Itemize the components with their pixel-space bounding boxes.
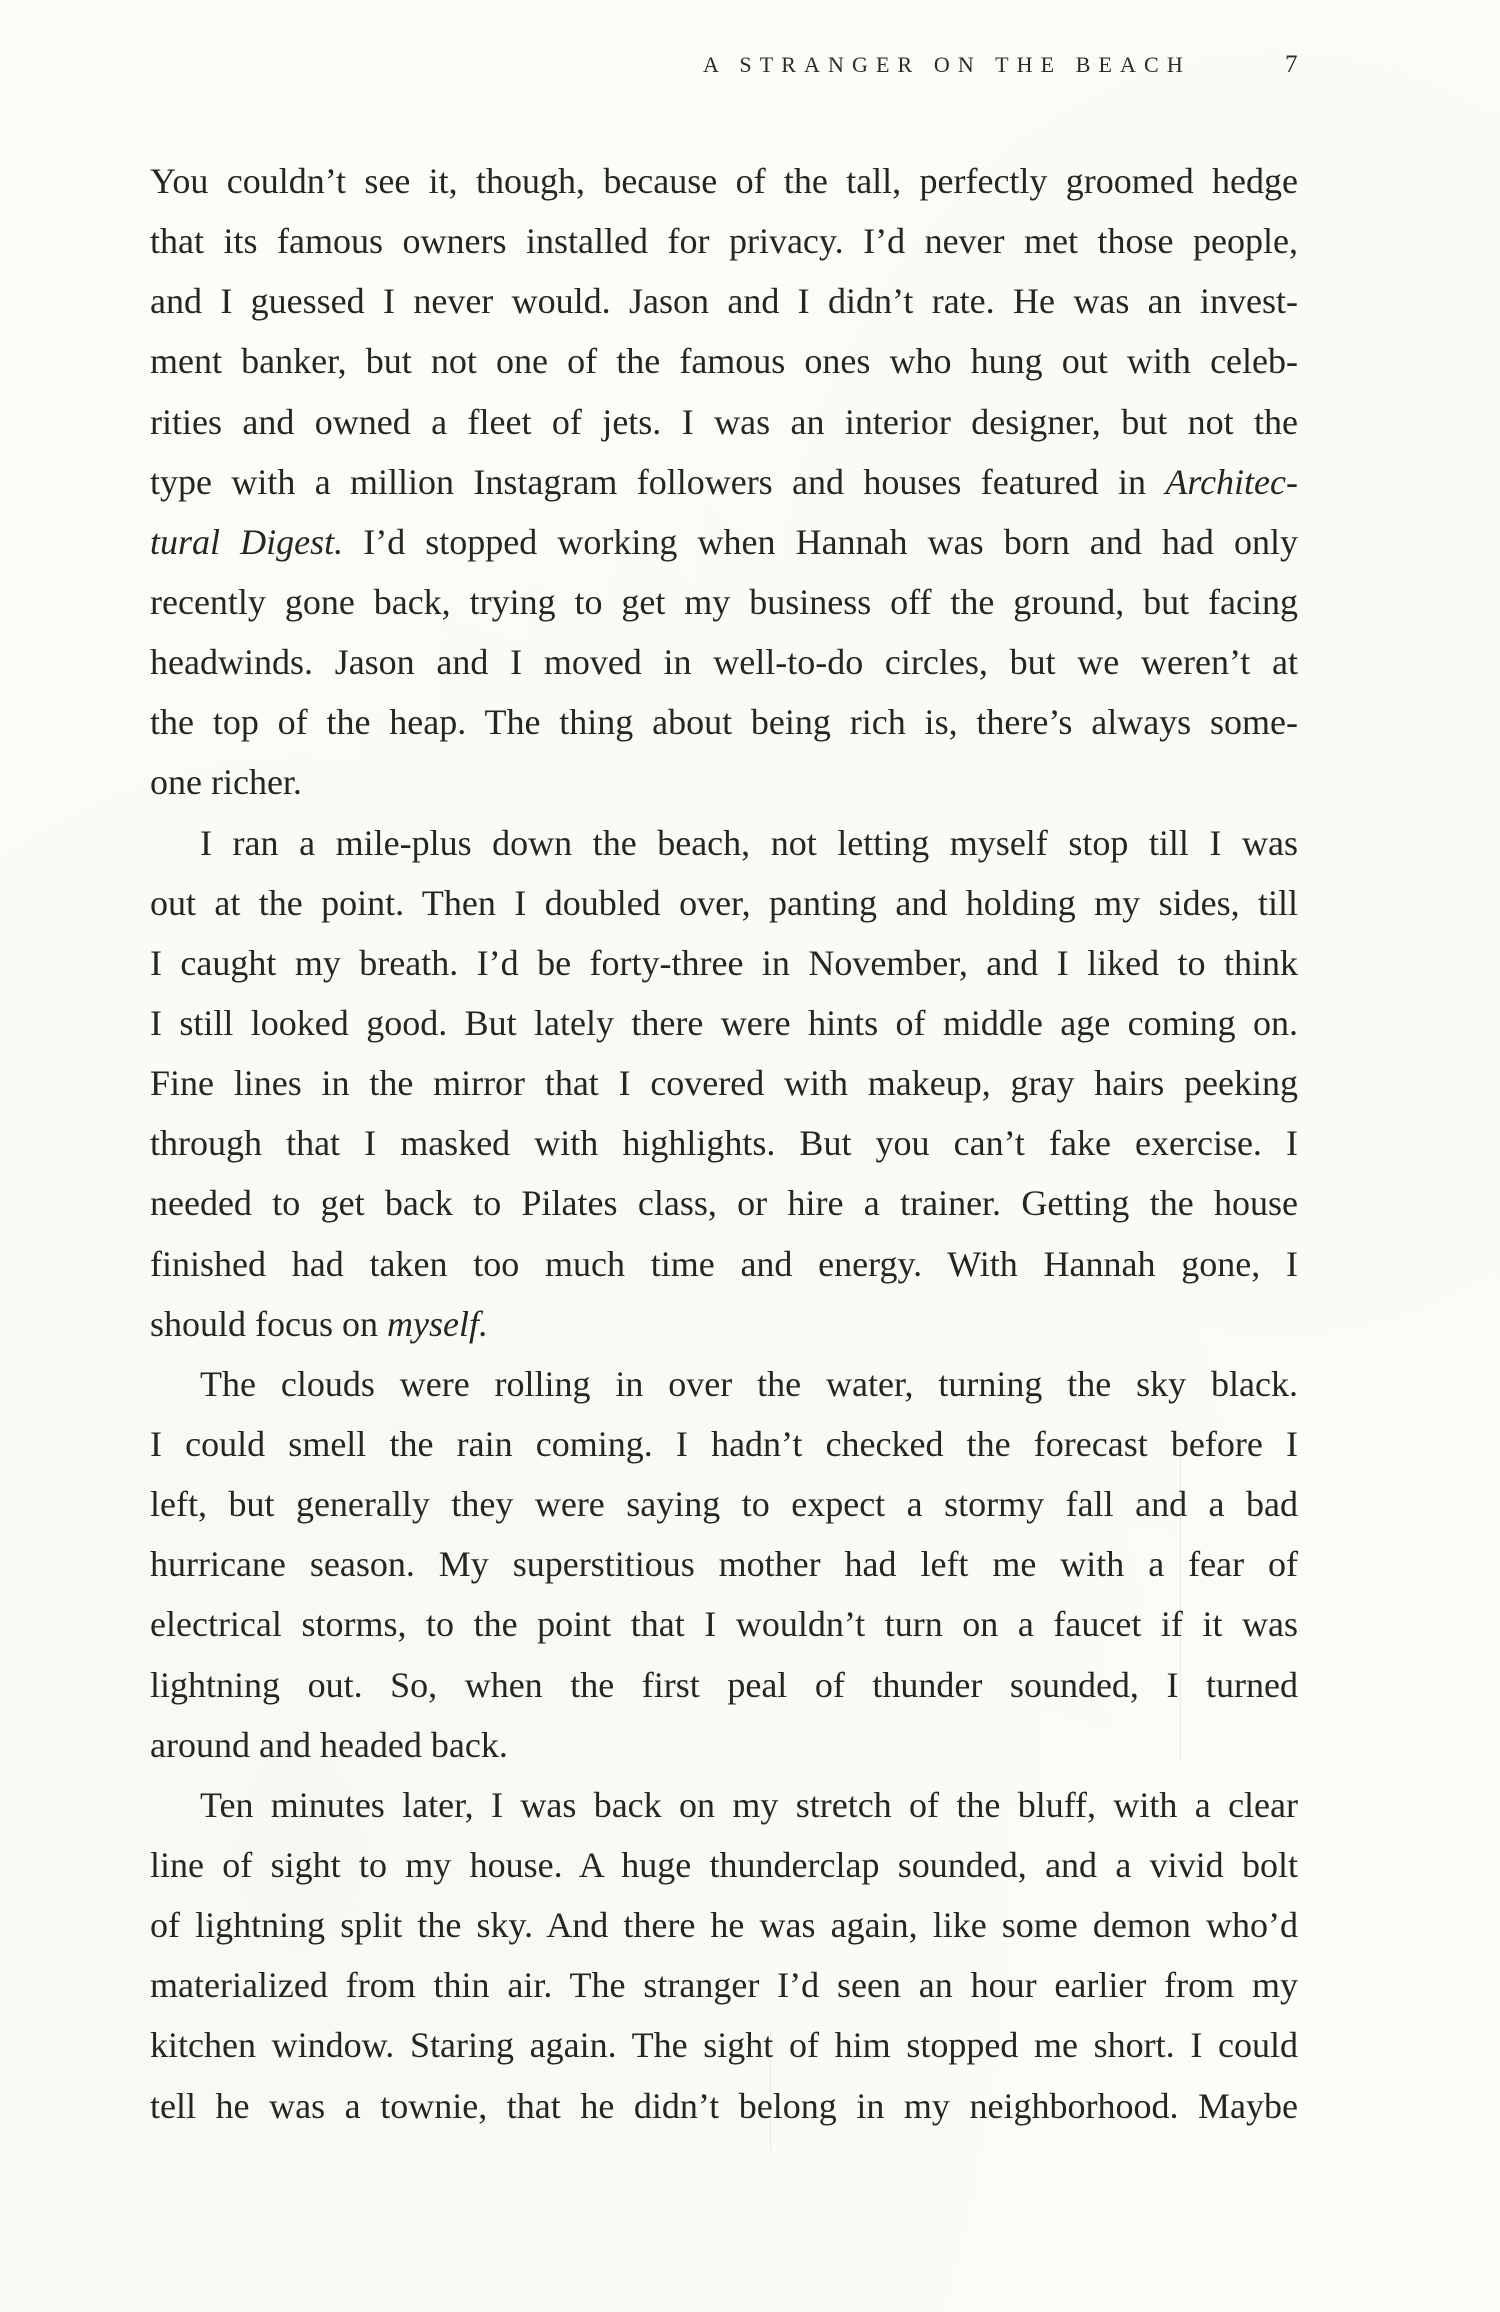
text-run: I caught my breath. I’d be forty-three in November, and I liked to think xyxy=(150,942,1298,983)
text-line xyxy=(150,752,1298,812)
text-run: Ten minutes later, I was back on my stretch of the bluff, with a clear xyxy=(200,1784,1298,1825)
text-run: the top of the heap. The thing about being rich is, there’s always some- xyxy=(150,702,1298,743)
text-run: needed to get back to Pilates class, or hire a trainer. Getting the house xyxy=(150,1183,1298,1224)
text-run: and I guessed I never would. Jason and I didn’t rate. He was an invest- xyxy=(150,281,1298,322)
text-line xyxy=(150,1173,1298,1233)
text-line xyxy=(150,1534,1298,1594)
text-line xyxy=(150,1835,1298,1895)
text-line xyxy=(150,392,1298,452)
text-line xyxy=(150,1053,1298,1113)
text-run: recently gone back, trying to get my business off the ground, but facing xyxy=(150,581,1298,622)
text-run: type with a million Instagram followers and houses featured in xyxy=(150,461,1166,502)
page-number: 7 xyxy=(1285,51,1298,78)
text-line xyxy=(150,572,1298,632)
text-line xyxy=(150,1354,1298,1414)
italic-text: tural Digest. xyxy=(150,521,344,562)
text-line xyxy=(150,331,1298,391)
text-run: hurricane season. My superstitious mother had left me with a fear of xyxy=(150,1544,1298,1585)
paragraph xyxy=(150,1354,1298,1775)
italic-text: myself. xyxy=(387,1303,488,1344)
text-line xyxy=(150,512,1298,572)
text-run: around and headed back. xyxy=(150,1724,508,1765)
text-line xyxy=(150,1775,1298,1835)
text-run: tell he was a townie, that he didn’t belong in my neighborhood. Maybe xyxy=(150,2085,1298,2126)
running-head: A STRANGER ON THE BEACH xyxy=(703,52,1191,77)
text-line xyxy=(150,1955,1298,2015)
text-line xyxy=(150,1474,1298,1534)
text-line xyxy=(150,1113,1298,1173)
text-run: lightning out. So, when the first peal of thunder sounded, I turned xyxy=(150,1664,1298,1705)
italic-text: Architec- xyxy=(1165,461,1298,502)
paragraph xyxy=(150,813,1298,1354)
text-run: finished had taken too much time and energy. With Hannah gone, I xyxy=(150,1243,1298,1284)
text-run: I ran a mile-plus down the beach, not letting myself stop till I was xyxy=(200,822,1298,863)
paragraph xyxy=(150,151,1298,813)
text-run: I still looked good. But lately there were hints of middle age coming on. xyxy=(150,1002,1298,1043)
text-line xyxy=(150,211,1298,271)
text-run: through that I masked with highlights. But you can’t fake exercise. I xyxy=(150,1123,1298,1164)
text-line xyxy=(150,873,1298,933)
text-run: The clouds were rolling in over the water, turning the sky black. xyxy=(200,1363,1298,1404)
text-line xyxy=(150,692,1298,752)
text-run: headwinds. Jason and I moved in well-to-do circles, but we weren’t at xyxy=(150,642,1298,683)
text-run: line of sight to my house. A huge thunderclap sounded, and a vivid bolt xyxy=(150,1844,1298,1885)
text-line xyxy=(150,271,1298,331)
text-line xyxy=(150,151,1298,211)
text-line xyxy=(150,1414,1298,1474)
text-run: out at the point. Then I doubled over, panting and holding my sides, till xyxy=(150,882,1298,923)
text-line xyxy=(150,813,1298,873)
text-line xyxy=(150,1895,1298,1955)
text-run: that its famous owners installed for privacy. I’d never met those people, xyxy=(150,221,1298,262)
text-run: electrical storms, to the point that I wouldn’t turn on a faucet if it was xyxy=(150,1604,1298,1645)
text-line xyxy=(150,632,1298,692)
text-line xyxy=(150,2015,1298,2075)
text-line xyxy=(150,993,1298,1053)
text-run: one richer. xyxy=(150,762,302,803)
text-run: I’d stopped working when Hannah was born and had only xyxy=(343,521,1298,562)
text-run: of lightning split the sky. And there he was again, like some demon who’d xyxy=(150,1905,1298,1946)
text-line xyxy=(150,2076,1298,2136)
body-text xyxy=(150,151,1298,2136)
text-line xyxy=(150,933,1298,993)
text-run: left, but generally they were saying to expect a stormy fall and a bad xyxy=(150,1484,1298,1525)
text-line xyxy=(150,1294,1298,1354)
text-run: Fine lines in the mirror that I covered with makeup, gray hairs peeking xyxy=(150,1063,1298,1104)
text-line xyxy=(150,1715,1298,1775)
paragraph xyxy=(150,1775,1298,2136)
text-run: materialized from thin air. The stranger I’d seen an hour earlier from my xyxy=(150,1965,1298,2006)
text-line xyxy=(150,1594,1298,1654)
text-run: kitchen window. Staring again. The sight of him stopped me short. I could xyxy=(150,2025,1298,2066)
text-run: should focus on xyxy=(150,1303,387,1344)
text-line xyxy=(150,452,1298,512)
text-line xyxy=(150,1234,1298,1294)
text-run: You couldn’t see it, though, because of the tall, perfectly groomed hedge xyxy=(150,161,1298,201)
text-run: ment banker, but not one of the famous ones who hung out with celeb- xyxy=(150,341,1298,382)
text-run: rities and owned a fleet of jets. I was an interior designer, but not the xyxy=(150,401,1298,442)
text-run: I could smell the rain coming. I hadn’t checked the forecast before I xyxy=(150,1423,1298,1464)
text-line xyxy=(150,1655,1298,1715)
